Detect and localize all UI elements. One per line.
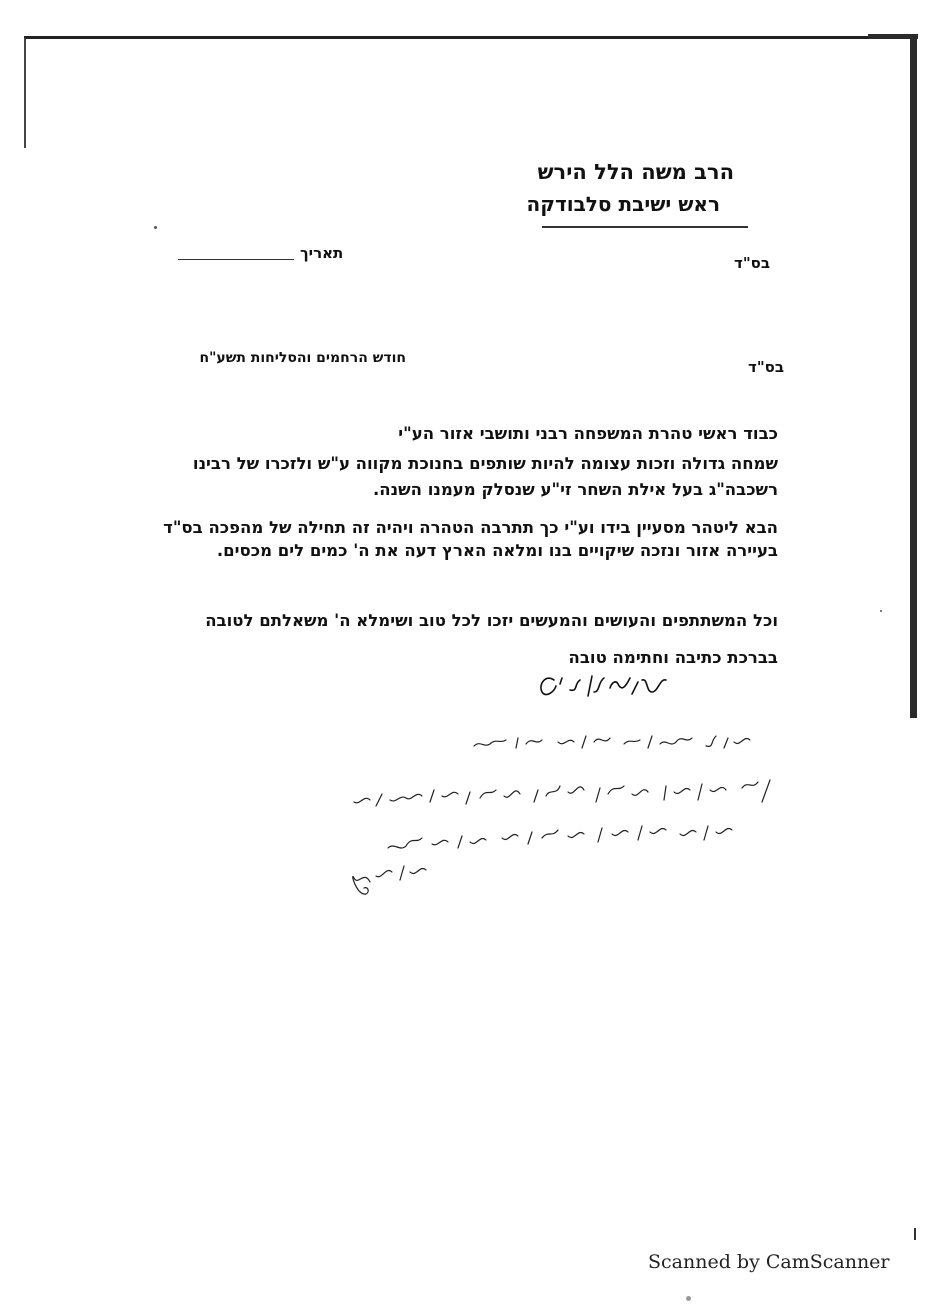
rabbi-name: הרב משה הלל הירש [537,160,734,184]
body-line: בעיירה אזור ונזכה שיקויים בנו ומלאה הארץ דעה את ה' כמים לים מכסים. [216,541,778,560]
body-line: רשכבה"ג בעל אילת השחר זי"ע שנסלק מעמנו השנה. [373,480,778,499]
letterhead-bsd: בס"ד [734,254,770,272]
scan-speck [880,610,882,612]
salutation: כבוד ראשי טהרת המשפחה רבני ותושבי אזור הע"י [398,424,778,443]
letter-date: חודש הרחמים והסליחות תשע"ח [199,350,406,366]
letter-bsd: בס"ד [748,358,784,376]
body-line: הבא ליטהר מסעיין בידו וע"י כך תתרבה הטהרה ויהיה זה תחילה של מהפכה בס"ד [163,518,778,537]
handwritten-signature [534,670,674,704]
scan-mark [914,1228,916,1240]
scan-speck [686,1296,691,1301]
date-blank-line [178,259,294,260]
scan-border-top [24,36,874,39]
scanner-watermark: Scanned by CamScanner [648,1251,890,1273]
scan-border-right [910,38,917,718]
letterhead-underline [542,226,748,228]
handwritten-note [330,720,780,920]
body-line: שמחה גדולה וזכות עצומה להיות שותפים בחנוכת מקווה ע"ש ולזכרו של רבינו [192,454,778,473]
closing-line: בברכת כתיבה וחתימה טובה [568,648,778,667]
rabbi-title: ראש ישיבת סלבודקה [526,192,720,216]
date-label: תאריך [300,244,344,262]
scan-border-left [24,38,26,148]
body-line: וכל המשתתפים והעושים והמעשים יזכו לכל טוב ושימלא ה' משאלתם לטובה [205,611,778,630]
scan-speck [154,226,157,229]
